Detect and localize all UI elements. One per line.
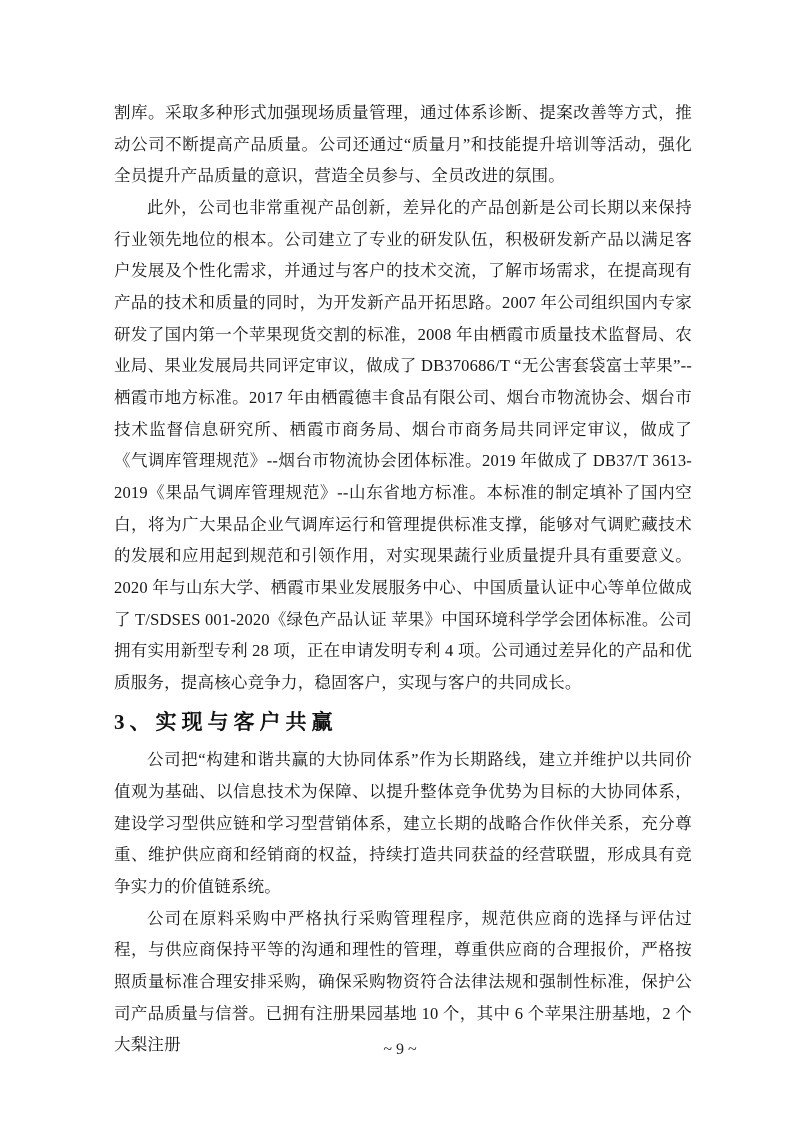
section-heading-customer-win-win: 3、实现与客户共赢 xyxy=(114,710,338,735)
paragraph-win-win-system: 公司把“构建和谐共赢的大协同体系”作为长期路线，建立并维护以共同价值观为基础、以信息技术为保障、以提升整体竞争优势为目标的大协同体系，建设学习型供应链和学习型营销体系，建立长期的战略合作伙伴关系，充分尊重、维护供应商和经销商的权益，持续打造共同获益的经营联盟，形成具有竞争实力的价值链系统。 xyxy=(114,750,692,897)
page-number: ~ 9 ~ xyxy=(383,1041,417,1058)
page-footer xyxy=(0,1040,800,1060)
paragraph-procurement: 公司在原料采购中严格执行采购管理程序，规范供应商的选择与评估过程，与供应商保持平等的沟通和理性的管理，尊重供应商的合理报价，严格按照质量标准合理安排采购，确保采购物资符合法律法规和强制性标准，保护公司产品质量与信誉。已拥有注册果园基地 10 个，其中 6 个苹果注册基地，2 个大梨注册 xyxy=(114,908,692,1055)
document-body xyxy=(114,97,692,1061)
paragraph-product-innovation: 此外，公司也非常重视产品创新，差异化的产品创新是公司长期以来保持行业领先地位的根本。公司建立了专业的研发队伍，积极研发新产品以满足客户发展及个性化需求，并通过与客户的技术交流，了解市场需求，在提高现有产品的技术和质量的同时，为开发新产品开拓思路。2007 年公司组织国内专家研发了国内第一个苹果现货交割的标准，2008 年由栖霞市质量技术监督局、农业局、果业发展局共同评定审议，做成了 DB370686/T “无公害套袋富士苹果”--栖霞市地方标准。2017 年由栖霞德丰食品有限公司、烟台市物流协会、烟台市技术监督信息研究所、栖霞市商务局、烟台市商务局共同评定审议，做成了《气调库管理规范》--烟台市物流协会团体标准。2019 年做成了 DB37/T 3613-2019《果品气调库管理规范》--山东省地方标准。本标准的制定填补了国内空白，将为广大果品企业气调库运行和管理提供标准支撑，能够对气调贮藏技术的发展和应用起到规范和引领作用，对实现果蔬行业质量提升具有重要意义。2020 年与山东大学、栖霞市果业发展服务中心、中国质量认证中心等单位做成了 T/SDSES 001-2020《绿色产品认证 苹果》中国环境科学学会团体标准。公司拥有实用新型专利 28 项，正在申请发明专利 4 项。公司通过差异化的产品和优质服务，提高核心竞争力，稳固客户，实现与客户的共同成长。 xyxy=(114,197,692,692)
paragraph-quality-management: 割库。采取多种形式加强现场质量管理，通过体系诊断、提案改善等方式，推动公司不断提高产品质量。公司还通过“质量月”和技能提升培训等活动，强化全员提升产品质量的意识，营造全员参与、全员改进的氛围。 xyxy=(114,103,692,186)
